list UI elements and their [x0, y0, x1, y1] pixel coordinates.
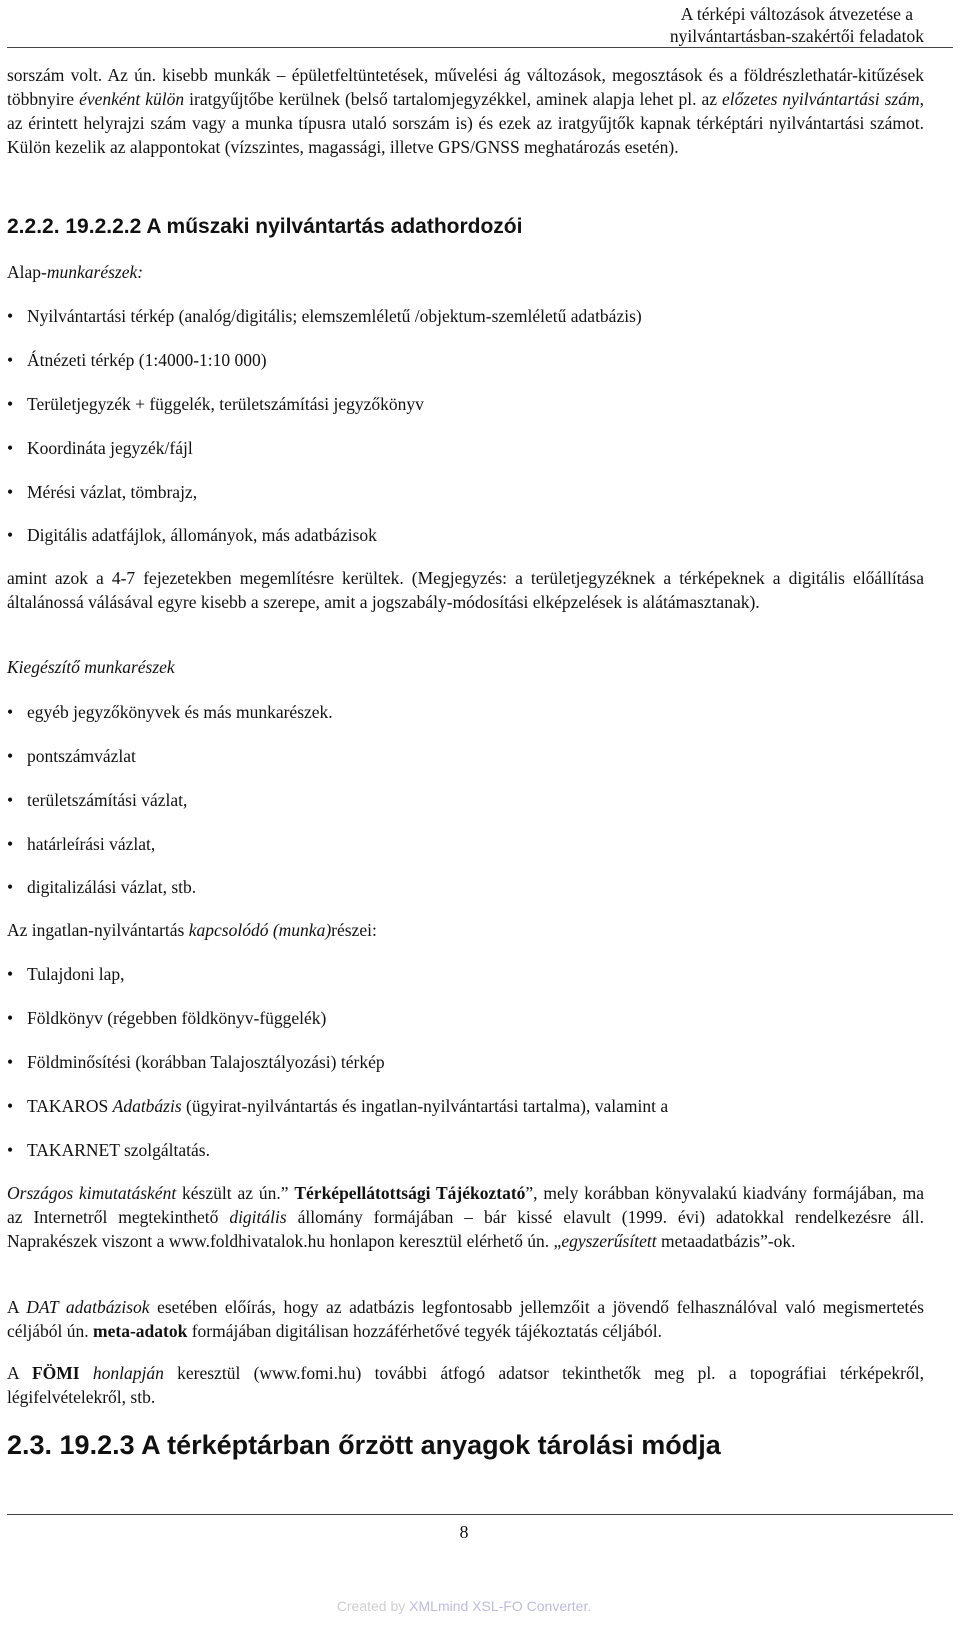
orszagos-h: metaadatbázis”-ok. — [656, 1231, 796, 1251]
list-item-text: Átnézeti térkép (1:4000-1:10 000) — [27, 350, 267, 370]
ingatlan-a: Az ingatlan-nyilvántartás — [7, 920, 189, 940]
alap-label-a: Alap- — [7, 262, 47, 282]
list-item — [7, 875, 924, 899]
intro-text-3: iratgyűjtőbe kerülnek (belső tartalomjegyzékkel, aminek alapja lehet pl. az — [184, 89, 722, 109]
list-item — [7, 744, 924, 768]
list-item-text: Földminősítési (korábban Talajosztályozási) térkép — [27, 1052, 385, 1072]
list-item — [7, 392, 924, 416]
list-item-text: Nyilvántartási térkép (analóg/digitális; elemszemléletű /objektum-szemléletű adatbázis) — [27, 306, 642, 326]
list-item-text: Területjegyzék + függelék, területszámítási jegyzőkönyv — [27, 394, 424, 414]
section-heading-2-2-2: 2.2.2. 19.2.2.2 A műszaki nyilvántartás adathordozói — [7, 215, 523, 238]
kieg-label — [7, 655, 924, 679]
orszagos-a: Országos kimutatásként — [7, 1183, 177, 1203]
list-item-text: Koordináta jegyzék/fájl — [27, 438, 193, 458]
list-item-text: egyéb jegyzőkönyvek és más munkarészek. — [27, 702, 333, 722]
alap-label — [7, 260, 924, 284]
dat-d: meta-adatok — [93, 1321, 188, 1341]
bullet-icon: • — [7, 525, 14, 545]
header-line-2: nyilvántartásban-szakértői feladatok — [669, 26, 924, 46]
alap-label-b: munkarészek: — [46, 262, 144, 282]
list-item-text: határleírási vázlat, — [27, 834, 156, 854]
list-item — [7, 523, 924, 547]
orszagos-b: készült az ún.” — [176, 1183, 295, 1203]
fomi-e: keresztül (www.fomi.hu) további átfogó adatsor tekinthetők meg pl. a topográfiai térképekről, légifelvételekről, stb. — [7, 1363, 924, 1407]
intro-paragraph — [7, 63, 924, 159]
list-item — [7, 962, 924, 986]
ingatlan-c: részei: — [331, 920, 377, 940]
bullet-icon: • — [7, 746, 14, 766]
dat-paragraph — [7, 1295, 924, 1343]
creator-watermark — [0, 1598, 928, 1614]
list-item — [7, 1138, 924, 1162]
list-item — [7, 1094, 924, 1118]
list-item — [7, 700, 924, 724]
ingatlan-b: kapcsolódó (munka) — [188, 920, 332, 940]
section-heading-2-3: 2.3. 19.2.3 A térképtárban őrzött anyagok tárolási módja — [7, 1430, 721, 1460]
footer-divider — [7, 1514, 953, 1515]
list-item-italic: Adatbázis — [112, 1096, 182, 1116]
kieg-label-text: Kiegészítő munkarészek — [7, 657, 175, 677]
list-item — [7, 832, 924, 856]
fomi-paragraph — [7, 1361, 924, 1409]
creator-brand: XMLmind XSL-FO Converter. — [409, 1598, 592, 1614]
creator-prefix: Created by — [336, 1598, 410, 1614]
bullet-icon: • — [7, 350, 14, 370]
list-item — [7, 436, 924, 460]
intro-text-1: sorszám volt. Az ún. kisebb munkák – épületfeltüntetések, művelési ág változások, megosztások és a földrészlethatár-kitűzések többnyire — [7, 65, 924, 109]
dat-c: esetében előírás, hogy az adatbázis legfontosabb jellemzőit a jövendő felhasználóval való megismertetés céljából ún. — [7, 1297, 924, 1341]
header-line-1: A térképi változások átvezetése a — [680, 4, 914, 24]
bullet-icon: • — [7, 438, 14, 458]
bullet-icon: • — [7, 1140, 14, 1160]
list-item-text: Tulajdoni lap, — [27, 964, 125, 984]
bullet-icon: • — [7, 964, 14, 984]
list-item-text: digitalizálási vázlat, stb. — [27, 877, 197, 897]
bullet-icon: • — [7, 702, 14, 722]
orszagos-f: állomány formájában – bár kissé elavult (1999. évi) adatokkal rendelkezésre áll. Naprakészek viszont a www.foldhivatalok.hu honlapon keresztül elérhető ún. „ — [7, 1207, 924, 1251]
intro-text-5: , az érintett helyrajzi szám vagy a munka típusra utaló sorszám is) és ezek az iratgyűjtők kapnak térképtári nyilvántartási számot. Külön kezelik az alappontokat (vízszintes, magassági, illetve GPS/GNSS meghatározás esetén). — [7, 89, 924, 157]
list-item-text: TAKAROS — [27, 1096, 113, 1116]
list-item-text: pontszámvázlat — [27, 746, 136, 766]
list-item-text: TAKARNET szolgáltatás. — [27, 1140, 210, 1160]
list-item-text: Digitális adatfájlok, állományok, más adatbázisok — [27, 525, 377, 545]
bullet-icon: • — [7, 1008, 14, 1028]
orszagos-d: ”, mely korábban könyvalakú kiadvány formájában, ma az Internetről megtekinthető — [7, 1183, 924, 1227]
fomi-c — [80, 1363, 93, 1383]
intro-text-4: előzetes nyilvántartási szám — [722, 89, 920, 109]
bullet-icon: • — [7, 482, 14, 502]
bullet-icon: • — [7, 306, 14, 326]
bullet-icon: • — [7, 1096, 14, 1116]
running-header — [670, 3, 924, 47]
intro-text-2: évenként külön — [79, 89, 185, 109]
bullet-icon: • — [7, 877, 14, 897]
orszagos-paragraph — [7, 1181, 924, 1253]
list-item — [7, 304, 924, 328]
dat-b: DAT adatbázisok — [26, 1297, 150, 1317]
list-item — [7, 1006, 924, 1030]
orszagos-c: Térképellátottsági Tájékoztató — [294, 1183, 526, 1203]
orszagos-g: egyszerűsített — [561, 1231, 657, 1251]
page-number: 8 — [459, 1522, 469, 1542]
bullet-icon: • — [7, 394, 14, 414]
ingatlan-label — [7, 918, 924, 942]
fomi-d: honlapján — [92, 1363, 164, 1383]
amint-paragraph: amint azok a 4-7 fejezetekben megemlítésre kerültek. (Megjegyzés: a területjegyzéknek a térképeknek a digitális előállítása általánossá válásával egyre kisebb a szerepe, amit a jogszabály-módosítási elképzelések is alátámasztanak). — [7, 568, 924, 612]
list-item-text: területszámítási vázlat, — [27, 790, 188, 810]
fomi-b: FÖMI — [31, 1363, 80, 1383]
orszagos-e: digitális — [229, 1207, 287, 1227]
fomi-a: A — [7, 1363, 32, 1383]
list-item — [7, 1050, 924, 1074]
bullet-icon: • — [7, 1052, 14, 1072]
dat-e: formájában digitálisan hozzáférhetővé tegyék tájékoztatás céljából. — [187, 1321, 663, 1341]
list-item-text-tail: (ügyirat-nyilvántartás és ingatlan-nyilvántartási tartalma), valamint a — [181, 1096, 669, 1116]
list-item-text: Földkönyv (régebben földkönyv-függelék) — [27, 1008, 327, 1028]
list-item — [7, 788, 924, 812]
bullet-icon: • — [7, 790, 14, 810]
dat-a: A — [7, 1297, 27, 1317]
bullet-icon: • — [7, 834, 14, 854]
list-item — [7, 480, 924, 504]
list-item — [7, 348, 924, 372]
header-divider — [7, 47, 953, 48]
list-item-text: Mérési vázlat, tömbrajz, — [27, 482, 198, 502]
